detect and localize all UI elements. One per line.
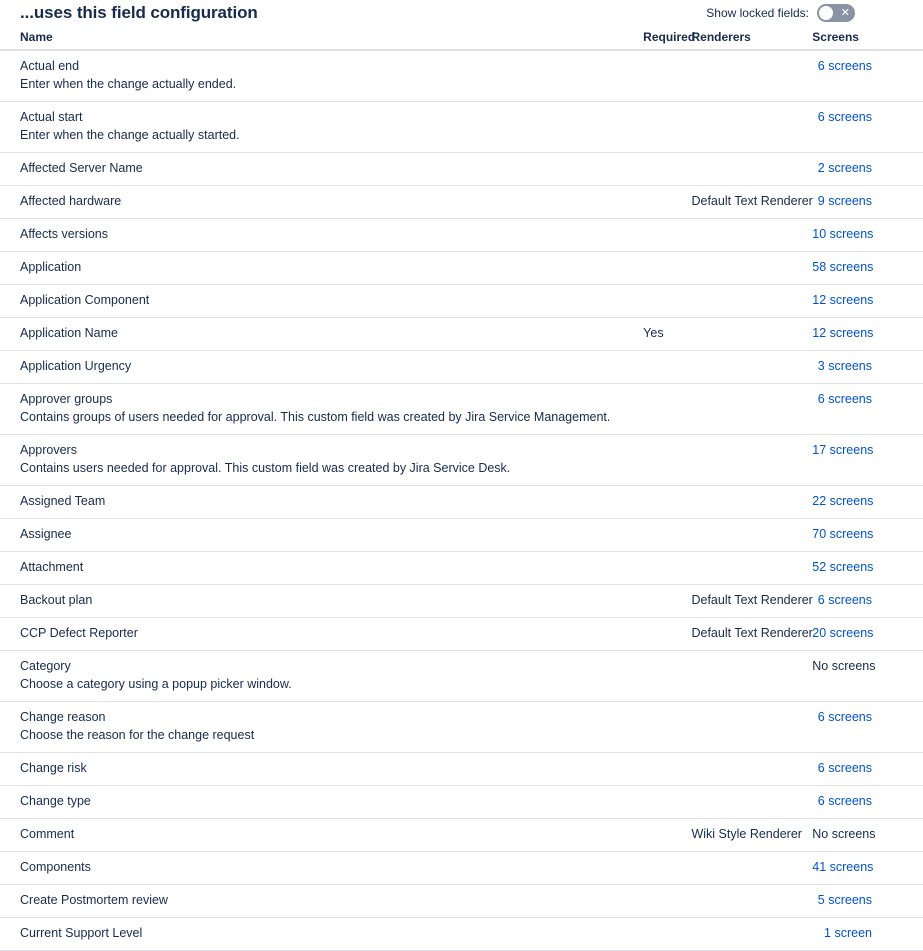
- table-row: [0, 486, 923, 519]
- field-name-cell: [0, 384, 643, 435]
- field-name: Create Postmortem review: [20, 893, 168, 907]
- screens-link[interactable]: 52 screens: [812, 560, 874, 574]
- screens-link[interactable]: 6 screens: [817, 392, 872, 406]
- field-name: Category: [20, 659, 71, 673]
- field-name-cell: [0, 618, 643, 651]
- field-required-cell: [643, 102, 691, 153]
- toggle-knob: [819, 6, 833, 20]
- field-name: Approvers: [20, 443, 77, 457]
- field-renderer-cell: [691, 552, 812, 585]
- field-required-cell: [643, 486, 691, 519]
- field-name-cell: [0, 786, 643, 819]
- field-name-cell: [0, 552, 643, 585]
- screens-link[interactable]: 6 screens: [817, 710, 872, 724]
- field-screens-cell: [812, 285, 923, 318]
- field-required-cell: [643, 435, 691, 486]
- screens-link[interactable]: 9 screens: [817, 194, 872, 208]
- table-row: [0, 252, 923, 285]
- field-required-cell: [643, 852, 691, 885]
- column-header-name: Name: [0, 26, 643, 50]
- field-renderer-cell: [691, 102, 812, 153]
- table-row: [0, 819, 923, 852]
- field-screens-cell: [812, 651, 923, 702]
- table-row: [0, 351, 923, 384]
- field-name: Actual start: [20, 110, 83, 124]
- table-row: [0, 651, 923, 702]
- field-required-cell: [643, 585, 691, 618]
- table-row: [0, 219, 923, 252]
- field-screens-cell: [812, 486, 923, 519]
- field-renderer-cell: [691, 50, 812, 102]
- field-description: Enter when the change actually ended.: [20, 77, 237, 91]
- table-header-row: [0, 26, 923, 50]
- field-screens-cell: [812, 552, 923, 585]
- screens-link[interactable]: 3 screens: [817, 359, 872, 373]
- field-required-cell: [643, 219, 691, 252]
- field-screens-cell: [812, 351, 923, 384]
- field-required-cell: [643, 651, 691, 702]
- field-renderer-cell: [691, 318, 812, 351]
- field-name: CCP Defect Reporter: [20, 626, 138, 640]
- column-header-renderers: Renderers: [691, 26, 812, 50]
- page-title: ...uses this field configuration: [20, 3, 258, 22]
- field-renderer-cell: [691, 153, 812, 186]
- screens-link[interactable]: 70 screens: [812, 527, 874, 541]
- field-renderer-cell: [691, 519, 812, 552]
- column-header-screens: Screens: [812, 26, 923, 50]
- field-name: Application Urgency: [20, 359, 132, 373]
- show-locked-fields-control: [706, 4, 855, 22]
- field-required-cell: [643, 618, 691, 651]
- field-renderer-cell: [691, 486, 812, 519]
- field-renderer-cell: [691, 351, 812, 384]
- field-screens-cell: [812, 885, 923, 918]
- show-locked-fields-toggle[interactable]: [817, 4, 855, 22]
- field-description: Contains users needed for approval. This custom field was created by Jira Service Desk.: [20, 461, 511, 475]
- field-required-cell: [643, 819, 691, 852]
- fields-table-body: [0, 50, 923, 951]
- screens-link[interactable]: 1 screen: [824, 926, 872, 940]
- field-name-cell: [0, 219, 643, 252]
- field-name-cell: [0, 819, 643, 852]
- field-name-cell: [0, 651, 643, 702]
- field-description: Choose the reason for the change request: [20, 728, 255, 742]
- table-row: [0, 918, 923, 951]
- table-row: [0, 435, 923, 486]
- field-name-cell: [0, 102, 643, 153]
- field-screens-cell: [812, 50, 923, 102]
- field-renderer-cell: [691, 753, 812, 786]
- field-description: Choose a category using a popup picker window.: [20, 677, 292, 691]
- fields-table-head: [0, 26, 923, 50]
- field-name-cell: [0, 852, 643, 885]
- field-required-cell: [643, 351, 691, 384]
- field-name: Change risk: [20, 761, 87, 775]
- screens-link[interactable]: 6 screens: [817, 59, 872, 73]
- field-screens-cell: [812, 384, 923, 435]
- table-row: [0, 552, 923, 585]
- field-screens-cell: [812, 219, 923, 252]
- field-screens-cell: [812, 852, 923, 885]
- field-screens-cell: [812, 786, 923, 819]
- field-required-cell: [643, 786, 691, 819]
- field-name: Actual end: [20, 59, 80, 73]
- screens-count-text: No screens: [812, 659, 876, 673]
- field-screens-cell: [812, 753, 923, 786]
- page-header: [0, 0, 923, 26]
- screens-link[interactable]: 20 screens: [812, 626, 874, 640]
- field-renderer-cell: [691, 384, 812, 435]
- field-required-cell: [643, 153, 691, 186]
- field-screens-cell: [812, 618, 923, 651]
- field-name-cell: [0, 519, 643, 552]
- field-required-cell: [643, 753, 691, 786]
- field-screens-cell: [812, 519, 923, 552]
- field-name-cell: [0, 318, 643, 351]
- fields-table: [0, 26, 923, 951]
- field-name-cell: [0, 435, 643, 486]
- field-renderer-cell: [691, 852, 812, 885]
- table-row: [0, 702, 923, 753]
- field-required-cell: [643, 918, 691, 951]
- field-screens-cell: [812, 252, 923, 285]
- field-screens-cell: [812, 585, 923, 618]
- screens-link[interactable]: 6 screens: [817, 794, 872, 808]
- field-name: Assignee: [20, 527, 72, 541]
- field-renderer-cell: [691, 885, 812, 918]
- screens-link[interactable]: 5 screens: [817, 893, 872, 907]
- field-required-cell: [643, 885, 691, 918]
- field-screens-cell: [812, 435, 923, 486]
- field-required-cell: [643, 285, 691, 318]
- table-row: [0, 786, 923, 819]
- field-required-cell: [643, 252, 691, 285]
- table-row: [0, 384, 923, 435]
- field-renderer-cell: Default Text Renderer: [691, 618, 812, 651]
- table-row: [0, 153, 923, 186]
- field-name-cell: [0, 285, 643, 318]
- field-renderer-cell: [691, 435, 812, 486]
- field-name: Affected hardware: [20, 194, 122, 208]
- field-required-cell: [643, 519, 691, 552]
- field-name: Affected Server Name: [20, 161, 143, 175]
- table-row: [0, 885, 923, 918]
- column-header-required: Required: [643, 26, 691, 50]
- field-required-cell: [643, 702, 691, 753]
- table-row: [0, 50, 923, 102]
- field-name-cell: [0, 351, 643, 384]
- table-row: [0, 618, 923, 651]
- table-row: [0, 285, 923, 318]
- field-renderer-cell: Default Text Renderer: [691, 585, 812, 618]
- field-name-cell: [0, 702, 643, 753]
- field-name-cell: [0, 753, 643, 786]
- table-row: [0, 102, 923, 153]
- field-name-cell: [0, 585, 643, 618]
- screens-link[interactable]: 22 screens: [812, 494, 874, 508]
- field-name-cell: [0, 918, 643, 951]
- field-renderer-cell: Default Text Renderer: [691, 186, 812, 219]
- field-required-cell: [643, 50, 691, 102]
- field-required-cell: [643, 552, 691, 585]
- screens-link[interactable]: 58 screens: [812, 260, 874, 274]
- table-row: [0, 753, 923, 786]
- table-row: [0, 585, 923, 618]
- field-name: Application Name: [20, 326, 118, 340]
- field-renderer-cell: [691, 219, 812, 252]
- screens-link[interactable]: 2 screens: [817, 161, 872, 175]
- field-screens-cell: [812, 702, 923, 753]
- field-renderer-cell: [691, 786, 812, 819]
- field-name: Backout plan: [20, 593, 93, 607]
- table-row: [0, 186, 923, 219]
- field-screens-cell: [812, 918, 923, 951]
- field-name: Affects versions: [20, 227, 109, 241]
- screens-link[interactable]: 41 screens: [812, 860, 874, 874]
- field-renderer-cell: [691, 252, 812, 285]
- screens-count-text: No screens: [812, 827, 876, 841]
- screens-link[interactable]: 6 screens: [817, 110, 872, 124]
- field-screens-cell: [812, 102, 923, 153]
- field-name: Application Component: [20, 293, 150, 307]
- table-row: [0, 318, 923, 351]
- show-locked-fields-label: Show locked fields:: [706, 6, 809, 20]
- cross-icon: ✕: [840, 7, 850, 19]
- field-name: Components: [20, 860, 91, 874]
- table-row: [0, 519, 923, 552]
- field-name: Change reason: [20, 710, 106, 724]
- field-name-cell: [0, 153, 643, 186]
- screens-link[interactable]: 12 screens: [812, 326, 874, 340]
- table-row: [0, 852, 923, 885]
- field-name: Current Support Level: [20, 926, 143, 940]
- field-required-cell: Yes: [643, 318, 691, 351]
- field-name: Approver groups: [20, 392, 113, 406]
- screens-link[interactable]: 12 screens: [812, 293, 874, 307]
- field-name: Application: [20, 260, 82, 274]
- field-description: Enter when the change actually started.: [20, 128, 240, 142]
- screens-link[interactable]: 10 screens: [812, 227, 874, 241]
- screens-link[interactable]: 17 screens: [812, 443, 874, 457]
- field-name-cell: [0, 486, 643, 519]
- screens-link[interactable]: 6 screens: [817, 761, 872, 775]
- field-name-cell: [0, 252, 643, 285]
- field-renderer-cell: [691, 702, 812, 753]
- field-screens-cell: [812, 819, 923, 852]
- field-name-cell: [0, 186, 643, 219]
- field-name-cell: [0, 885, 643, 918]
- field-required-cell: [643, 186, 691, 219]
- field-name: Assigned Team: [20, 494, 106, 508]
- field-renderer-cell: Wiki Style Renderer: [691, 819, 812, 852]
- field-renderer-cell: [691, 285, 812, 318]
- field-required-cell: [643, 384, 691, 435]
- field-screens-cell: [812, 318, 923, 351]
- screens-link[interactable]: 6 screens: [817, 593, 872, 607]
- field-name-cell: [0, 50, 643, 102]
- field-name: Change type: [20, 794, 91, 808]
- field-renderer-cell: [691, 651, 812, 702]
- field-screens-cell: [812, 186, 923, 219]
- field-renderer-cell: [691, 918, 812, 951]
- field-screens-cell: [812, 153, 923, 186]
- field-name: Attachment: [20, 560, 84, 574]
- field-description: Contains groups of users needed for approval. This custom field was created by Jira Service Management.: [20, 410, 611, 424]
- field-name: Comment: [20, 827, 75, 841]
